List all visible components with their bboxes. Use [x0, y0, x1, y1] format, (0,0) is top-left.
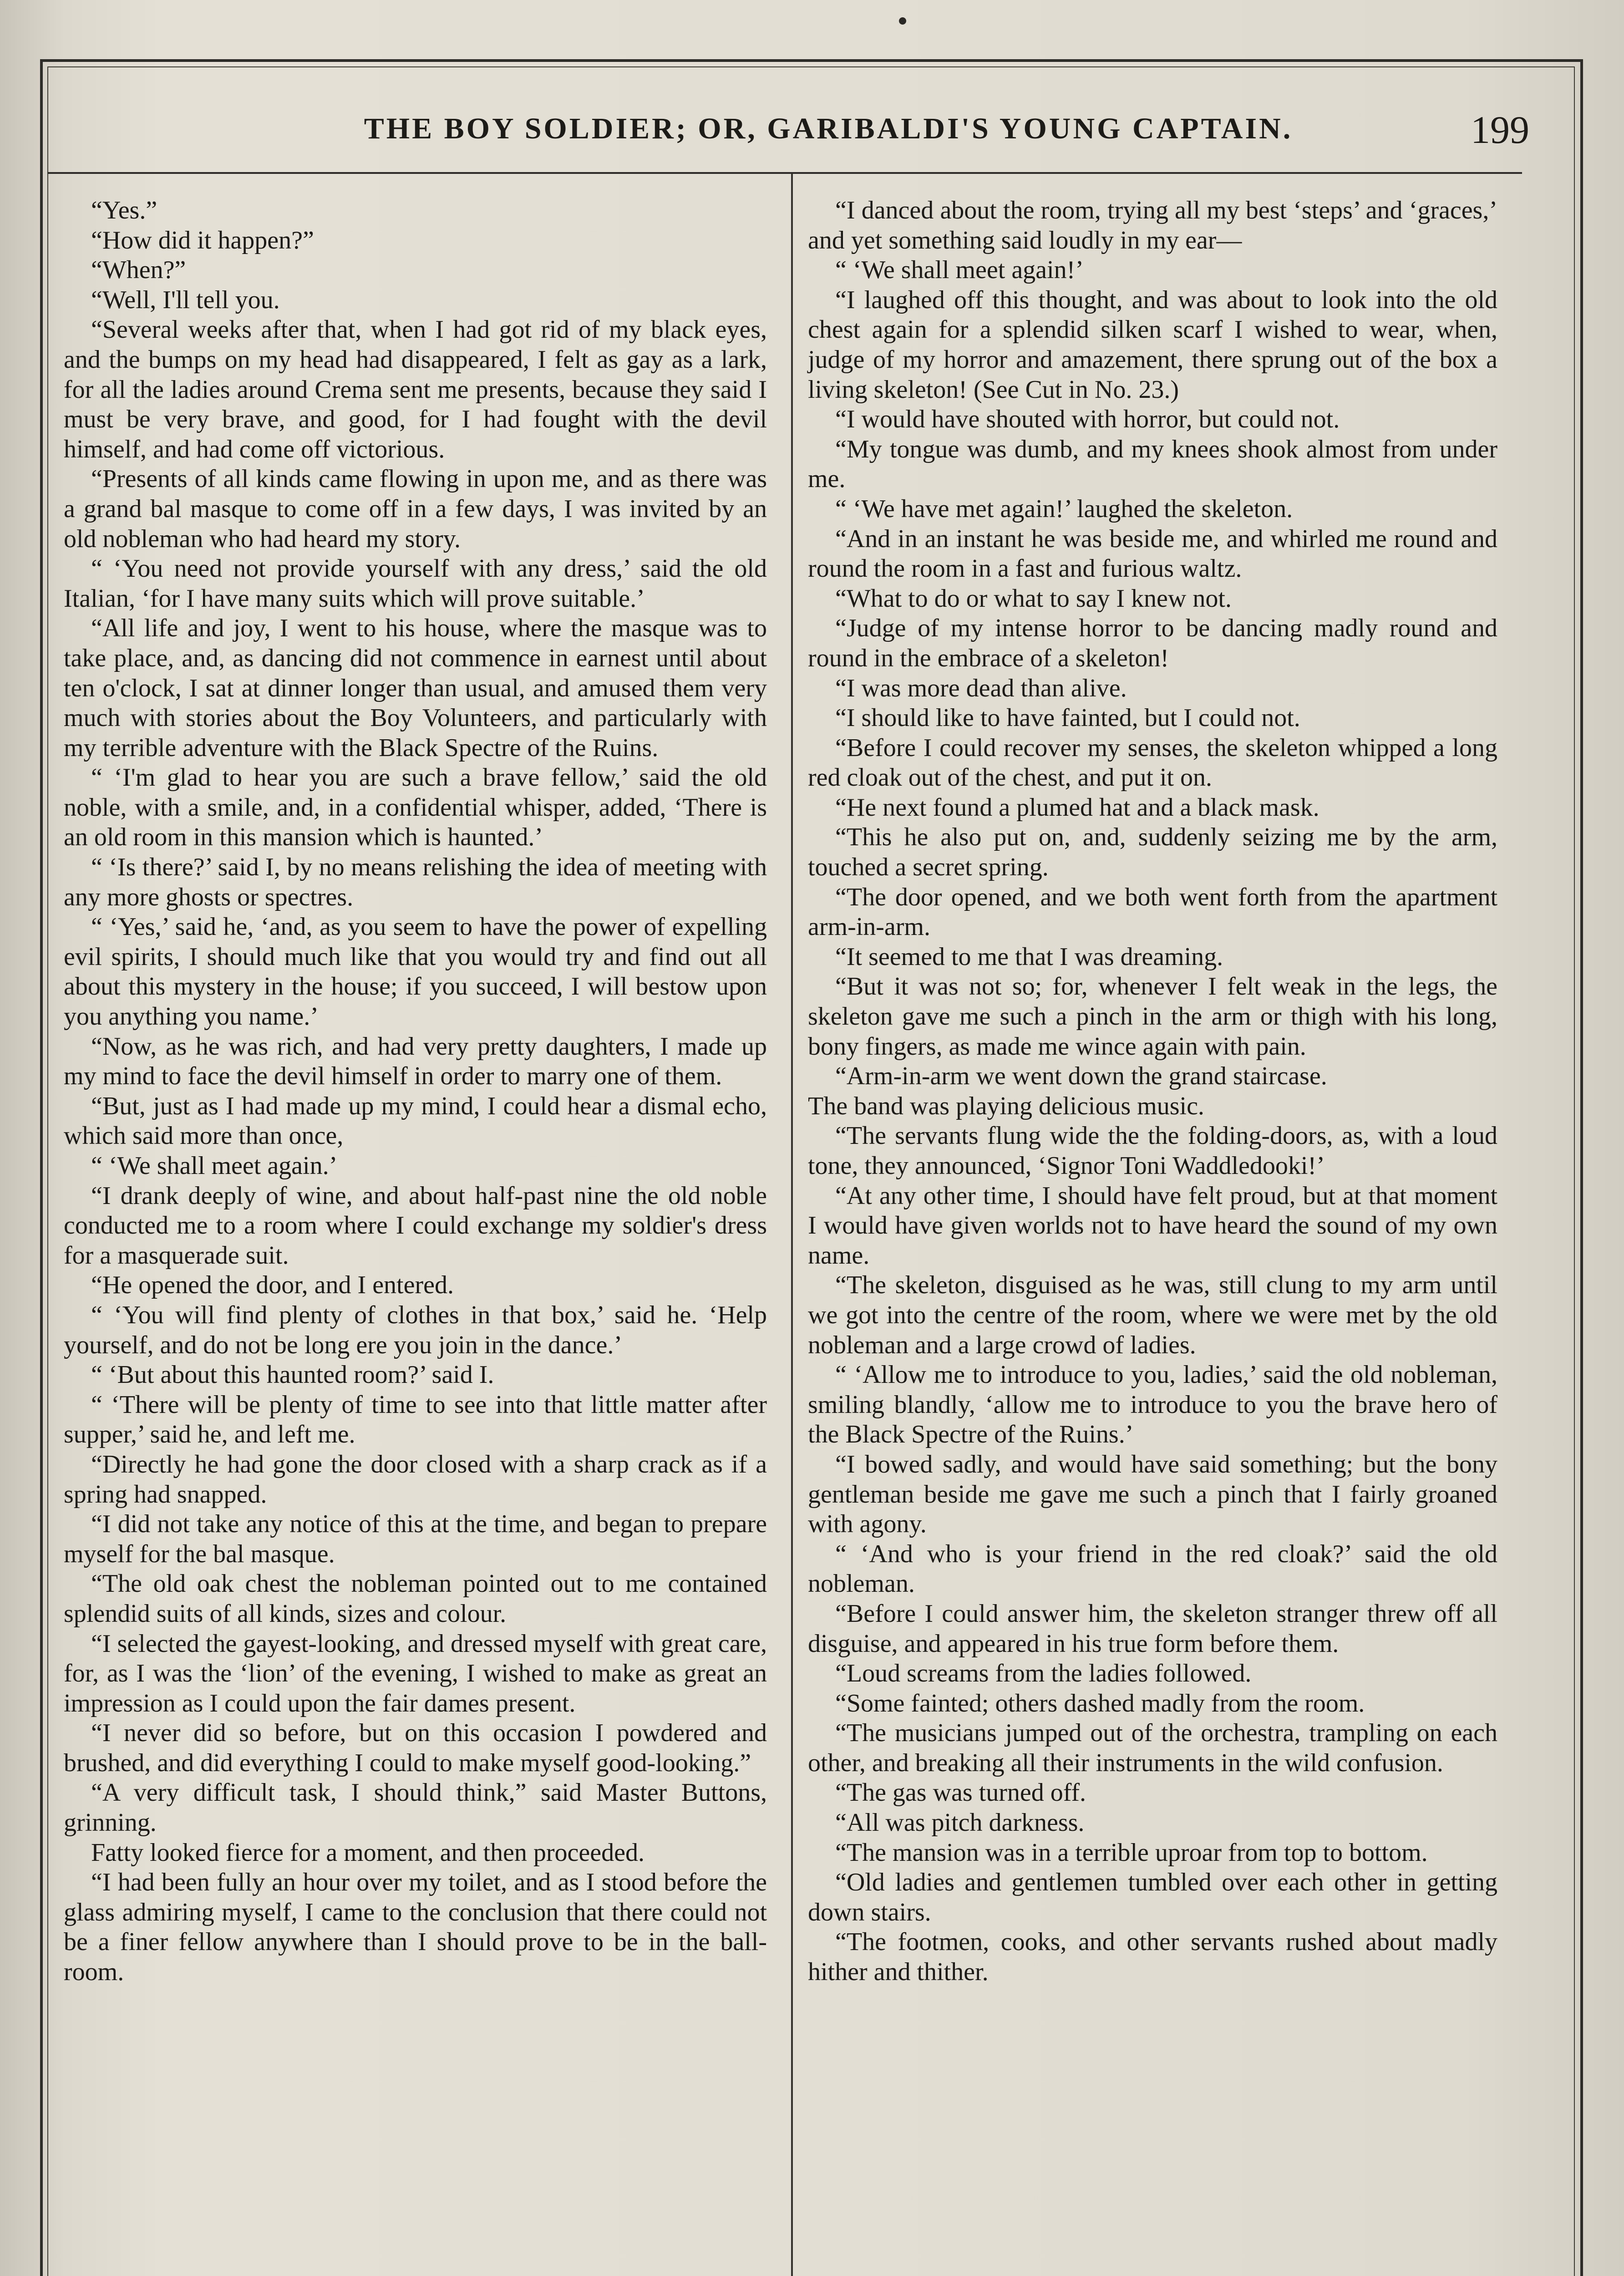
paragraph: “ ‘We shall meet again.’ — [91, 1152, 338, 1180]
paragraph: “I drank deeply of wine, and about half-past nine the old noble conducted me to a room where I could exchange my soldier's dress for a masquerade suit. — [64, 1181, 767, 1270]
paragraph: “But, just as I had made up my mind, I could hear a dismal echo, which said more than once, — [64, 1092, 767, 1150]
paragraph: “He next found a plumed hat and a black mask. — [835, 793, 1320, 822]
right-column — [808, 196, 1497, 1987]
paragraph: “ ‘Allow me to introduce to you, ladies,’ said the old nobleman, smiling blandly, ‘allow me to introduce to you the brave hero of the Black Spectre of the Ruins.’ — [808, 1361, 1497, 1449]
paragraph: “But it was not so; for, whenever I felt weak in the legs, the skeleton gave me such a pinch in the arm or thigh with his long, bony fingers, as made me wince again with pain. — [808, 972, 1497, 1061]
paragraph: “Several weeks after that, when I had got rid of my black eyes, and the bumps on my head had disappeared, I felt as gay as a lark, for all the ladies around Crema sent me presents, because they said I must be very brave, and good, for I had fought with the devil himself, and had come off victorious. — [64, 315, 767, 463]
paragraph: “Arm-in-arm we went down the grand staircase. — [835, 1062, 1327, 1091]
column-divider — [791, 174, 793, 2276]
paragraph: “The door opened, and we both went forth from the apartment arm-in-arm. — [808, 883, 1497, 941]
paragraph: “The musicians jumped out of the orchestra, trampling on each other, and breaking all their instruments in the wild confusion. — [808, 1719, 1497, 1777]
paragraph: “This he also put on, and, suddenly seizing me by the arm, touched a secret spring. — [808, 823, 1497, 882]
paragraph: “Loud screams from the ladies followed. — [835, 1659, 1252, 1688]
paragraph: “He opened the door, and I entered. — [91, 1271, 454, 1300]
paragraph: “The gas was turned off. — [835, 1778, 1086, 1807]
paragraph: “ ‘We have met again!’ laughed the skeleton. — [835, 494, 1293, 523]
paragraph: “How did it happen?” — [91, 226, 314, 254]
page-number: 199 — [1471, 108, 1529, 152]
paragraph: “The old oak chest the nobleman pointed out to me contained splendid suits of all kinds, sizes and colour. — [64, 1570, 767, 1628]
paragraph: “I danced about the room, trying all my best ‘steps’ and ‘graces,’ and yet something said loudly in my ear— — [808, 196, 1497, 254]
paragraph: “All life and joy, I went to his house, where the masque was to take place, and, as dancing did not commence in earnest until about ten o'clock, I sat at dinner longer than usual, and amused them very much with stories about the Boy Volunteers, and particularly with my terrible adventure with the Black Spectre of the Ruins. — [64, 614, 767, 762]
paragraph: “ ‘But about this haunted room?’ said I. — [91, 1361, 494, 1389]
running-title: THE BOY SOLDIER; OR, GARIBALDI'S YOUNG CAPTAIN. — [364, 112, 1293, 145]
paragraph: “I should like to have fainted, but I could not. — [835, 704, 1300, 732]
paragraph: “Well, I'll tell you. — [91, 285, 280, 314]
paragraph: The band was playing delicious music. — [808, 1092, 1204, 1120]
paragraph: “Before I could recover my senses, the skeleton whipped a long red cloak out of the chest, and put it on. — [808, 733, 1497, 792]
paragraph: “Now, as he was rich, and had very pretty daughters, I made up my mind to face the devil himself in order to marry one of them. — [64, 1032, 767, 1091]
paragraph: “ ‘We shall meet again!’ — [835, 256, 1084, 284]
paragraph: “Yes.” — [91, 196, 157, 224]
paragraph: “ ‘Is there?’ said I, by no means relishing the idea of meeting with any more ghosts or spectres. — [64, 853, 767, 911]
paragraph: “The servants flung wide the the folding-doors, as, with a loud tone, they announced, ‘Signor Toni Waddledooki!’ — [808, 1122, 1497, 1180]
paragraph: “I bowed sadly, and would have said something; but the bony gentleman beside me gave me such a pinch that I fairly groaned with agony. — [808, 1450, 1497, 1539]
paragraph: “The footmen, cooks, and other servants rushed about madly hither and thither. — [808, 1928, 1497, 1986]
paragraph: “I did not take any notice of this at the time, and began to prepare myself for the bal masque. — [64, 1510, 767, 1568]
paragraph: “Old ladies and gentlemen tumbled over each other in getting down stairs. — [808, 1868, 1497, 1926]
page-header — [55, 108, 1529, 166]
paragraph: “It seemed to me that I was dreaming. — [835, 942, 1223, 971]
paragraph: “ ‘You need not provide yourself with any dress,’ said the old Italian, ‘for I have many suits which will prove suitable.’ — [64, 554, 767, 613]
paragraph: “When?” — [91, 256, 186, 284]
paragraph: “A very difficult task, I should think,” said Master Buttons, grinning. — [64, 1778, 767, 1837]
paragraph: “And in an instant he was beside me, and whirled me round and round the room in a fast and furious waltz. — [808, 524, 1497, 583]
paragraph: “I was more dead than alive. — [835, 674, 1127, 702]
paragraph: “My tongue was dumb, and my knees shook almost from under me. — [808, 435, 1497, 493]
paragraph: “I laughed off this thought, and was about to look into the old chest again for a splendid silken scarf I wished to wear, when, judge of my horror and amazement, there sprung out of the box a living skeleton! (See Cut in No. 23.) — [808, 285, 1497, 404]
paragraph: “ ‘There will be plenty of time to see into that little matter after supper,’ said he, and left me. — [64, 1390, 767, 1449]
paragraph: “Some fainted; others dashed madly from the room. — [835, 1689, 1365, 1717]
paragraph: “I had been fully an hour over my toilet, and as I stood before the glass admiring myself, I came to the conclusion that there could not be a finer fellow anywhere than I should prove to be in the ball-room. — [64, 1868, 767, 1986]
paragraph: “ ‘You will find plenty of clothes in that box,’ said he. ‘Help yourself, and do not be long ere you join in the dance.’ — [64, 1301, 767, 1359]
paragraph: “ ‘Yes,’ said he, ‘and, as you seem to have the power of expelling evil spirits, I should much like that you would try and find out all about this mystery in the house; if you succeed, I will bestow upon you anything you name.’ — [64, 913, 767, 1031]
paragraph: “I never did so before, but on this occasion I powdered and brushed, and did everything I could to make myself good-looking.” — [64, 1719, 767, 1777]
paragraph: “All was pitch darkness. — [835, 1809, 1085, 1837]
paragraph: Fatty looked fierce for a moment, and then proceeded. — [91, 1838, 645, 1867]
paragraph: “At any other time, I should have felt proud, but at that moment I would have given worlds not to have heard the sound of my own name. — [808, 1181, 1497, 1270]
paragraph: “ ‘And who is your friend in the red cloak?’ said the old nobleman. — [808, 1539, 1497, 1598]
paragraph: “I selected the gayest-looking, and dressed myself with great care, for, as I was the ‘lion’ of the evening, I wished to make as great an impression as I could upon the fair dames present. — [64, 1629, 767, 1717]
left-column — [64, 196, 767, 1987]
paragraph: “The mansion was in a terrible uproar from top to bottom. — [835, 1838, 1428, 1867]
paragraph: “Presents of all kinds came flowing in upon me, and as there was a grand bal masque to come off in a few days, I was invited by an old nobleman who had heard my story. — [64, 465, 767, 553]
paragraph: “ ‘I'm glad to hear you are such a brave fellow,’ said the old noble, with a smile, and, in a confidential whisper, added, ‘There is an old room in this mansion which is haunted.’ — [64, 763, 767, 852]
paragraph: “What to do or what to say I knew not. — [835, 584, 1232, 613]
paragraph: “I would have shouted with horror, but could not. — [835, 405, 1340, 434]
paragraph: “Before I could answer him, the skeleton stranger threw off all disguise, and appeared in his true form before them. — [808, 1599, 1497, 1658]
ink-dot — [899, 17, 906, 25]
paragraph: “The skeleton, disguised as he was, still clung to my arm until we got into the centre of the room, where we were met by the old nobleman and a large crowd of ladies. — [808, 1271, 1497, 1359]
header-rule — [47, 172, 1522, 174]
paragraph: “Directly he had gone the door closed with a sharp crack as if a spring had snapped. — [64, 1450, 767, 1509]
paragraph: “Judge of my intense horror to be dancing madly round and round in the embrace of a skeleton! — [808, 614, 1497, 672]
